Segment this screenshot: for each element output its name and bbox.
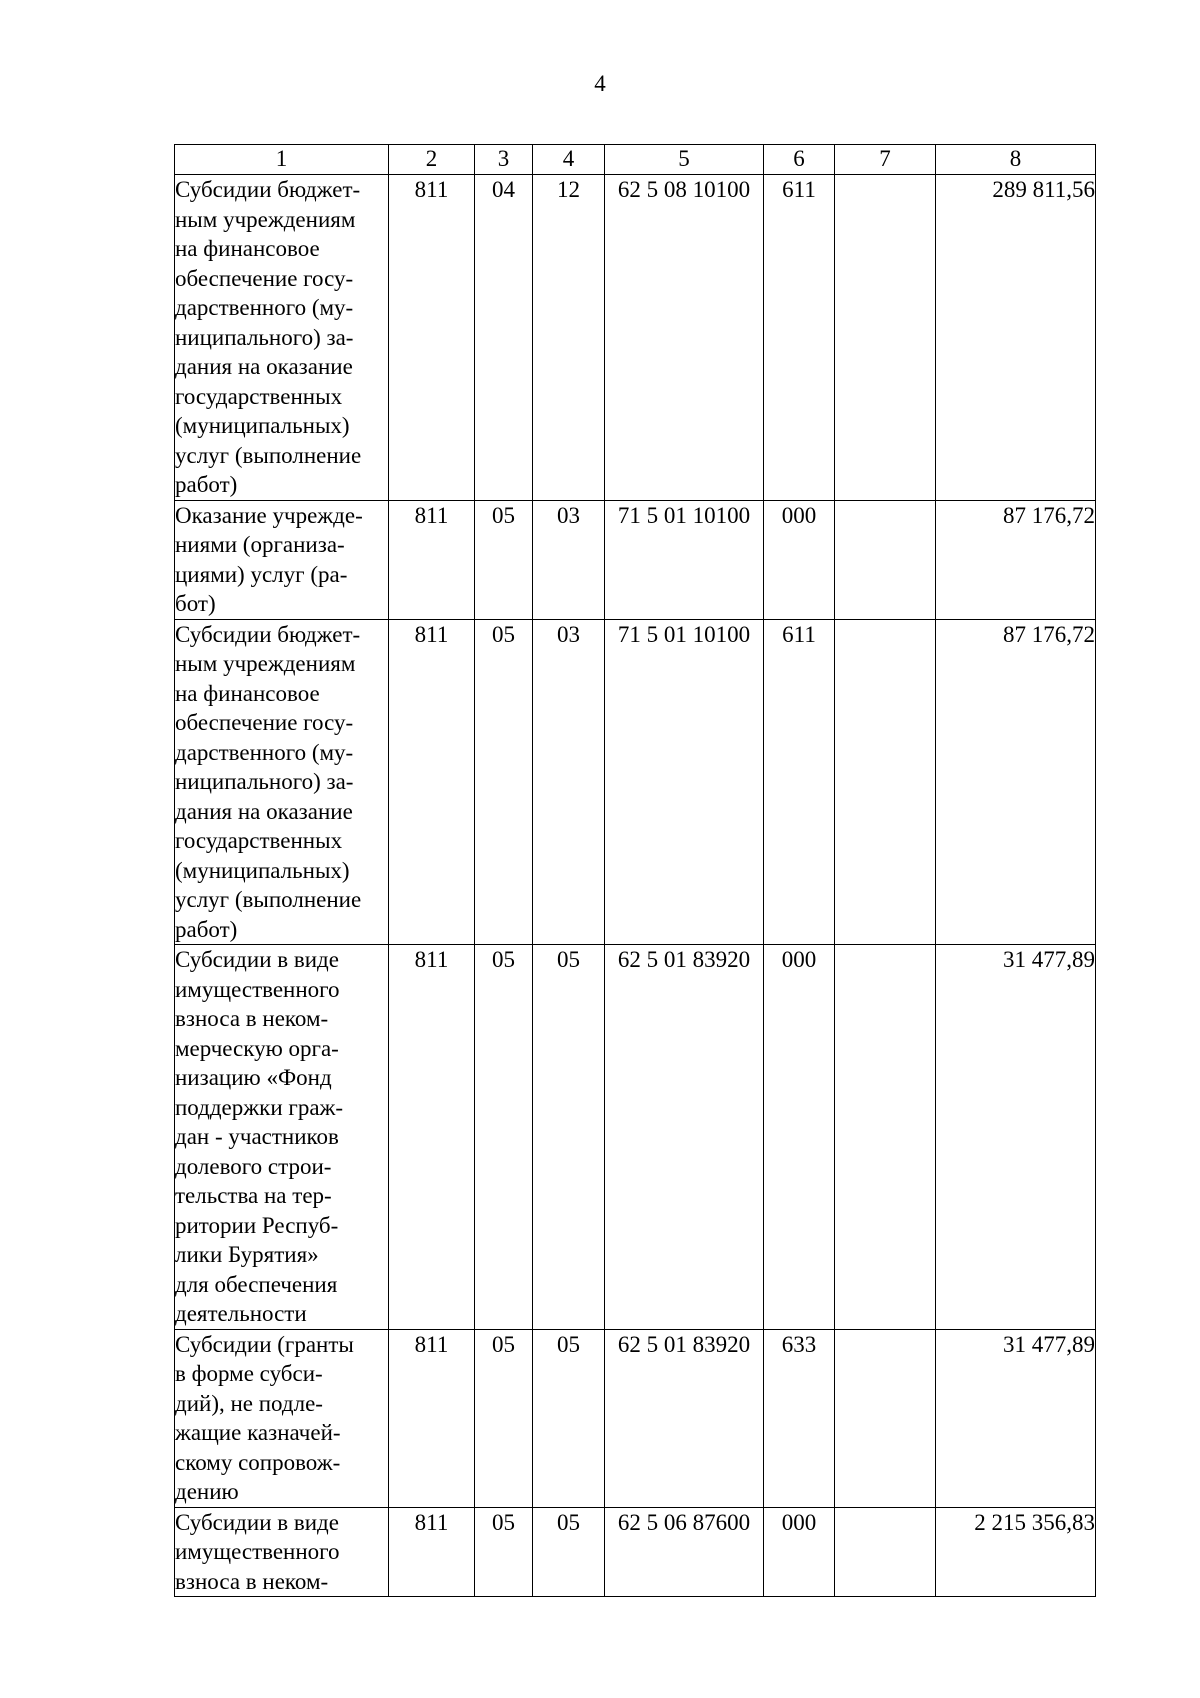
table-row <box>175 175 1096 501</box>
cell-name-line: (муниципальных) <box>175 413 350 438</box>
cell-expense-type: 611 <box>764 619 835 945</box>
cell-name-line: дий), не подле- <box>175 1390 323 1416</box>
table-row <box>175 1329 1096 1507</box>
cell-target-article: 62 5 08 10100 <box>605 175 764 501</box>
table-row <box>175 500 1096 619</box>
cell-name-line: (муниципальных) <box>175 857 350 883</box>
cell-name-line: деятельности <box>175 1301 307 1326</box>
cell-expense-type: 000 <box>764 500 835 619</box>
cell-expense-type: 611 <box>764 175 835 501</box>
cell-amount: 87 176,72 <box>936 500 1096 619</box>
cell-section: 05 <box>475 619 533 945</box>
cell-target-article: 62 5 01 83920 <box>605 945 764 1330</box>
cell-amount: 31 477,89 <box>936 945 1096 1330</box>
cell-name-line: низацию «Фонд <box>175 1065 332 1090</box>
table-body <box>175 175 1096 1597</box>
cell-name-line: обеспечение госу- <box>175 265 354 291</box>
cell-name-line: Оказание учрежде- <box>175 502 363 528</box>
cell-name-line: жащие казначей- <box>175 1420 341 1445</box>
cell-subsection: 05 <box>533 1507 605 1597</box>
cell-name <box>175 1329 389 1507</box>
cell-name-line: взноса в неком- <box>175 1006 329 1031</box>
cell-column-7 <box>835 1329 936 1507</box>
header-cell: 8 <box>936 145 1096 175</box>
header-cell: 5 <box>605 145 764 175</box>
cell-gl-code: 811 <box>389 619 475 945</box>
cell-subsection: 05 <box>533 1329 605 1507</box>
cell-gl-code: 811 <box>389 1507 475 1597</box>
cell-amount: 289 811,56 <box>936 175 1096 501</box>
cell-name-line: долевого строи- <box>175 1153 332 1179</box>
cell-column-7 <box>835 945 936 1330</box>
header-cell: 1 <box>175 145 389 175</box>
cell-amount: 31 477,89 <box>936 1329 1096 1507</box>
cell-name-line: лики Бурятия» <box>175 1242 319 1267</box>
cell-name-line: ным учреждениям <box>175 206 356 232</box>
cell-name-line: взноса в неком- <box>175 1568 329 1594</box>
page-number: 4 <box>594 71 606 96</box>
cell-name-line: Субсидии в виде <box>175 947 339 972</box>
cell-name-line: имущественного <box>175 976 340 1002</box>
cell-target-article: 62 5 06 87600 <box>605 1507 764 1597</box>
cell-gl-code: 811 <box>389 500 475 619</box>
cell-name-line: для обеспечения <box>175 1271 338 1297</box>
cell-name-line: дению <box>175 1479 239 1504</box>
cell-subsection: 05 <box>533 945 605 1330</box>
cell-target-article: 71 5 01 10100 <box>605 500 764 619</box>
cell-name-line: услуг (выполнение <box>175 442 362 468</box>
cell-subsection: 03 <box>533 619 605 945</box>
header-cell: 4 <box>533 145 605 175</box>
cell-name-line: услуг (выполнение <box>175 887 362 912</box>
cell-name <box>175 619 389 945</box>
cell-section: 05 <box>475 500 533 619</box>
cell-column-7 <box>835 175 936 501</box>
cell-expense-type: 633 <box>764 1329 835 1507</box>
cell-column-7 <box>835 500 936 619</box>
cell-target-article: 62 5 01 83920 <box>605 1329 764 1507</box>
budget-table <box>174 144 1096 1597</box>
cell-gl-code: 811 <box>389 945 475 1330</box>
cell-name-line: тельства на тер- <box>175 1183 332 1208</box>
cell-section: 05 <box>475 1329 533 1507</box>
cell-expense-type: 000 <box>764 1507 835 1597</box>
cell-subsection: 03 <box>533 500 605 619</box>
header-cell: 7 <box>835 145 936 175</box>
table-header-row <box>175 145 1096 175</box>
cell-name-line: работ) <box>175 916 238 942</box>
header-cell: 3 <box>475 145 533 175</box>
cell-name-line: бот) <box>175 591 216 616</box>
cell-name-line: в форме субси- <box>175 1361 323 1386</box>
cell-section: 05 <box>475 1507 533 1597</box>
cell-name-line: дан - участников <box>175 1124 339 1149</box>
cell-name-line: дания на оказание <box>175 354 353 379</box>
cell-column-7 <box>835 1507 936 1597</box>
cell-subsection: 12 <box>533 175 605 501</box>
cell-name-line: на финансовое <box>175 680 320 706</box>
cell-gl-code: 811 <box>389 1329 475 1507</box>
cell-name-line: работ) <box>175 472 238 497</box>
cell-name-line: дарственного (му- <box>175 739 354 765</box>
cell-name-line: государственных <box>175 828 343 853</box>
cell-name-line: мерческую орга- <box>175 1035 339 1061</box>
cell-name <box>175 175 389 501</box>
cell-name-line: Субсидии в виде <box>175 1509 339 1535</box>
cell-name <box>175 945 389 1330</box>
cell-name-line: ниями (организа- <box>175 532 345 557</box>
cell-name-line: поддержки граж- <box>175 1094 344 1120</box>
cell-amount: 87 176,72 <box>936 619 1096 945</box>
table-row <box>175 1507 1096 1597</box>
header-cell: 2 <box>389 145 475 175</box>
cell-name-line: Субсидии бюджет- <box>175 621 361 647</box>
cell-name-line: скому сопровож- <box>175 1449 341 1475</box>
cell-name-line: имущественного <box>175 1539 340 1564</box>
cell-section: 05 <box>475 945 533 1330</box>
table-row <box>175 945 1096 1330</box>
cell-gl-code: 811 <box>389 175 475 501</box>
cell-name-line: циями) услуг (ра- <box>175 561 348 587</box>
cell-name-line: ным учреждениям <box>175 651 356 676</box>
cell-name-line: Субсидии бюджет- <box>175 177 361 202</box>
cell-name-line: ниципального) за- <box>175 324 354 350</box>
cell-section: 04 <box>475 175 533 501</box>
cell-amount: 2 215 356,83 <box>936 1507 1096 1597</box>
cell-name <box>175 500 389 619</box>
cell-name-line: Субсидии (гранты <box>175 1331 354 1357</box>
cell-name-line: государственных <box>175 383 343 409</box>
cell-expense-type: 000 <box>764 945 835 1330</box>
cell-column-7 <box>835 619 936 945</box>
table-row <box>175 619 1096 945</box>
cell-name-line: обеспечение госу- <box>175 710 354 735</box>
cell-name-line: дания на оказание <box>175 798 353 824</box>
cell-name-line: ниципального) за- <box>175 769 354 794</box>
cell-name-line: ритории Респуб- <box>175 1212 339 1238</box>
cell-name-line: дарственного (му- <box>175 295 354 320</box>
cell-name <box>175 1507 389 1597</box>
cell-name-line: на финансовое <box>175 236 320 261</box>
header-cell: 6 <box>764 145 835 175</box>
cell-target-article: 71 5 01 10100 <box>605 619 764 945</box>
